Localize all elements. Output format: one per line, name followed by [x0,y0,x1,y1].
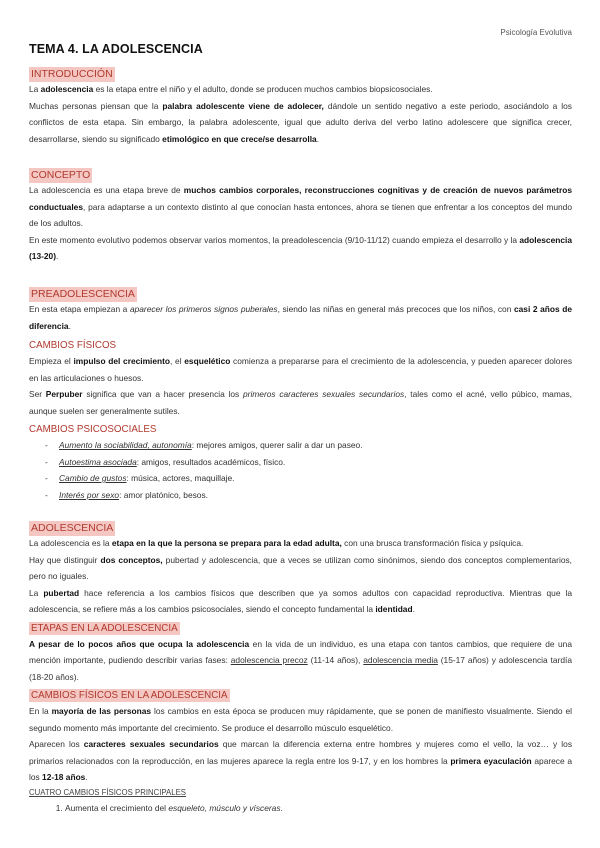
ado-paragraph-3: La pubertad hace referencia a los cambios físicos que describen que ya somos adultos con capacidad reproductiva. Mientras que la adolescencia, se refiere más a los cambios psicosociales, siendo el concepto fundamental la identidad. [29,587,572,614]
document-header-subject: Psicología Evolutiva [500,28,572,37]
section-adolescencia [29,518,572,536]
concepto-paragraph-2: En este momento evolutivo podemos observar varios momentos, la preadolescencia (9/10-11/12) cuando empieza el desarrollo y la adolescencia (13-20). [29,234,572,261]
cuatro-cambios-caption: CUATRO CAMBIOS FÍSICOS PRINCIPALES [29,787,186,797]
section-introduccion [29,64,572,82]
fisicos-paragraph-2: Ser Perpuber significa que van a hacer presencia los primeros caracteres sexuales secundarios, tales como el acné, vello púbico, mamas, aunque suelen ser generalmente sutiles. [29,389,572,416]
ado-paragraph-1: La adolescencia es la etapa en la que la persona se prepara para la edad adulta, con una brusca transformación física y psíquica. [29,538,524,548]
section-heading-concepto: CONCEPTO [31,169,91,181]
cambios-paragraph-1: En la mayoría de las personas los cambios en esta época se producen muy rápidamente, que se ponen de manifiesto visualmente. Siendo el segundo momento más importante del crecimiento. Se produce el desarrollo músculo esquelético. [29,706,572,733]
section-concepto [29,165,572,183]
cambios-paragraph-2: Aparecen los caracteres sexuales secundarios que marcan la diferencia externa entre hombres y mujeres como el vello, la voz… y los primarios relacionados con la reproducción, en las mujeres aparece la regla entre los 9-17, y en los hombres la primera eyaculación aparece a los 12-18 años. [29,739,573,782]
psicosocial-list [29,437,572,503]
concepto-paragraph-1: La adolescencia es una etapa breve de muchos cambios corporales, reconstrucciones cognitivas y de creación de nuevos parámetros conductuales, para adaptarse a un contexto distinto al que conocían hasta entonces, ahora se tienen que enfrentar a los conceptos del mundo de los adultos. [29,185,572,228]
intro-paragraph-2: Muchas personas piensan que la palabra adolescente viene de adolecer, dándole un sentido negativo a este periodo, asociándolo a los conflictos de esta etapa. Sin embargo, la palabra adolescente, igual que adulto deriva del verbo latino adolescere que significa crecer, desarrollarse, siendo su significado etimológico en que crece/se desarrolla. [29,100,572,144]
list-item: 1. Aumenta el crecimiento del esqueleto, músculo y vísceras. [65,800,572,816]
etapas-paragraph: A pesar de lo pocos años que ocupa la adolescencia en la vida de un individuo, es una etapa con tantos cambios, que requiere de una mención importante, pudiendo describir varias fases: adolescencia precoz (11-14 años), adolescencia media (15-17 años) y adolescencia tardía (18-20 años). [29,638,573,682]
subheading-etapas: ETAPAS EN LA ADOLESCENCIA [31,622,178,634]
ado-content [29,535,572,816]
subheading-cambios-fisicos-adolescencia: CAMBIOS FÍSICOS EN LA ADOLESCENCIA [31,690,228,701]
concepto-paragraphs [29,182,572,265]
fisicos-paragraph-1: Empieza el impulso del crecimiento, el esquelético comienza a prepararse para el crecimiento de la adolescencia, y pueden aparecer dolores en las articulaciones o huesos. [29,356,573,383]
section-heading-preadolescencia: PREADOLESCENCIA [31,288,135,300]
cuatro-cambios-list [29,800,572,816]
list-item: - Interés por sexo: amor platónico, besos. [59,487,572,504]
page-title: TEMA 4. LA ADOLESCENCIA [29,42,203,56]
section-preadolescencia [29,284,572,302]
intro-paragraph-1: La adolescencia es la etapa entre el niño y el adulto, donde se producen muchos cambios biopsicosociales. [29,84,433,94]
subheading-cambios-fisicos: CAMBIOS FÍSICOS [29,340,117,351]
list-item: - Autoestima asociada: amigos, resultados académicos, físico. [59,454,572,471]
ado-paragraph-2: Hay que distinguir dos conceptos, pubertad y adolescencia, que a veces se utilizan como sinónimos, siendo dos conceptos complementarios, pero no iguales. [29,554,572,581]
section-heading-adolescencia: ADOLESCENCIA [31,522,114,534]
preado-paragraph-1: En esta etapa empiezan a aparecer los primeros signos puberales, siendo las niñas en general más precoces que los niños, con casi 2 años de diferencia. [29,304,573,331]
section-heading-introduccion: INTRODUCCIÓN [31,68,113,80]
preado-content [29,301,572,503]
subheading-cambios-psicosociales: CAMBIOS PSICOSOCIALES [29,424,157,435]
list-item: - Cambio de gustos: música, actores, maquillaje. [59,470,572,487]
intro-paragraphs [29,81,572,147]
list-item: - Aumento la sociabilidad, autonomía: mejores amigos, querer salir a dar un paseo. [59,437,572,454]
